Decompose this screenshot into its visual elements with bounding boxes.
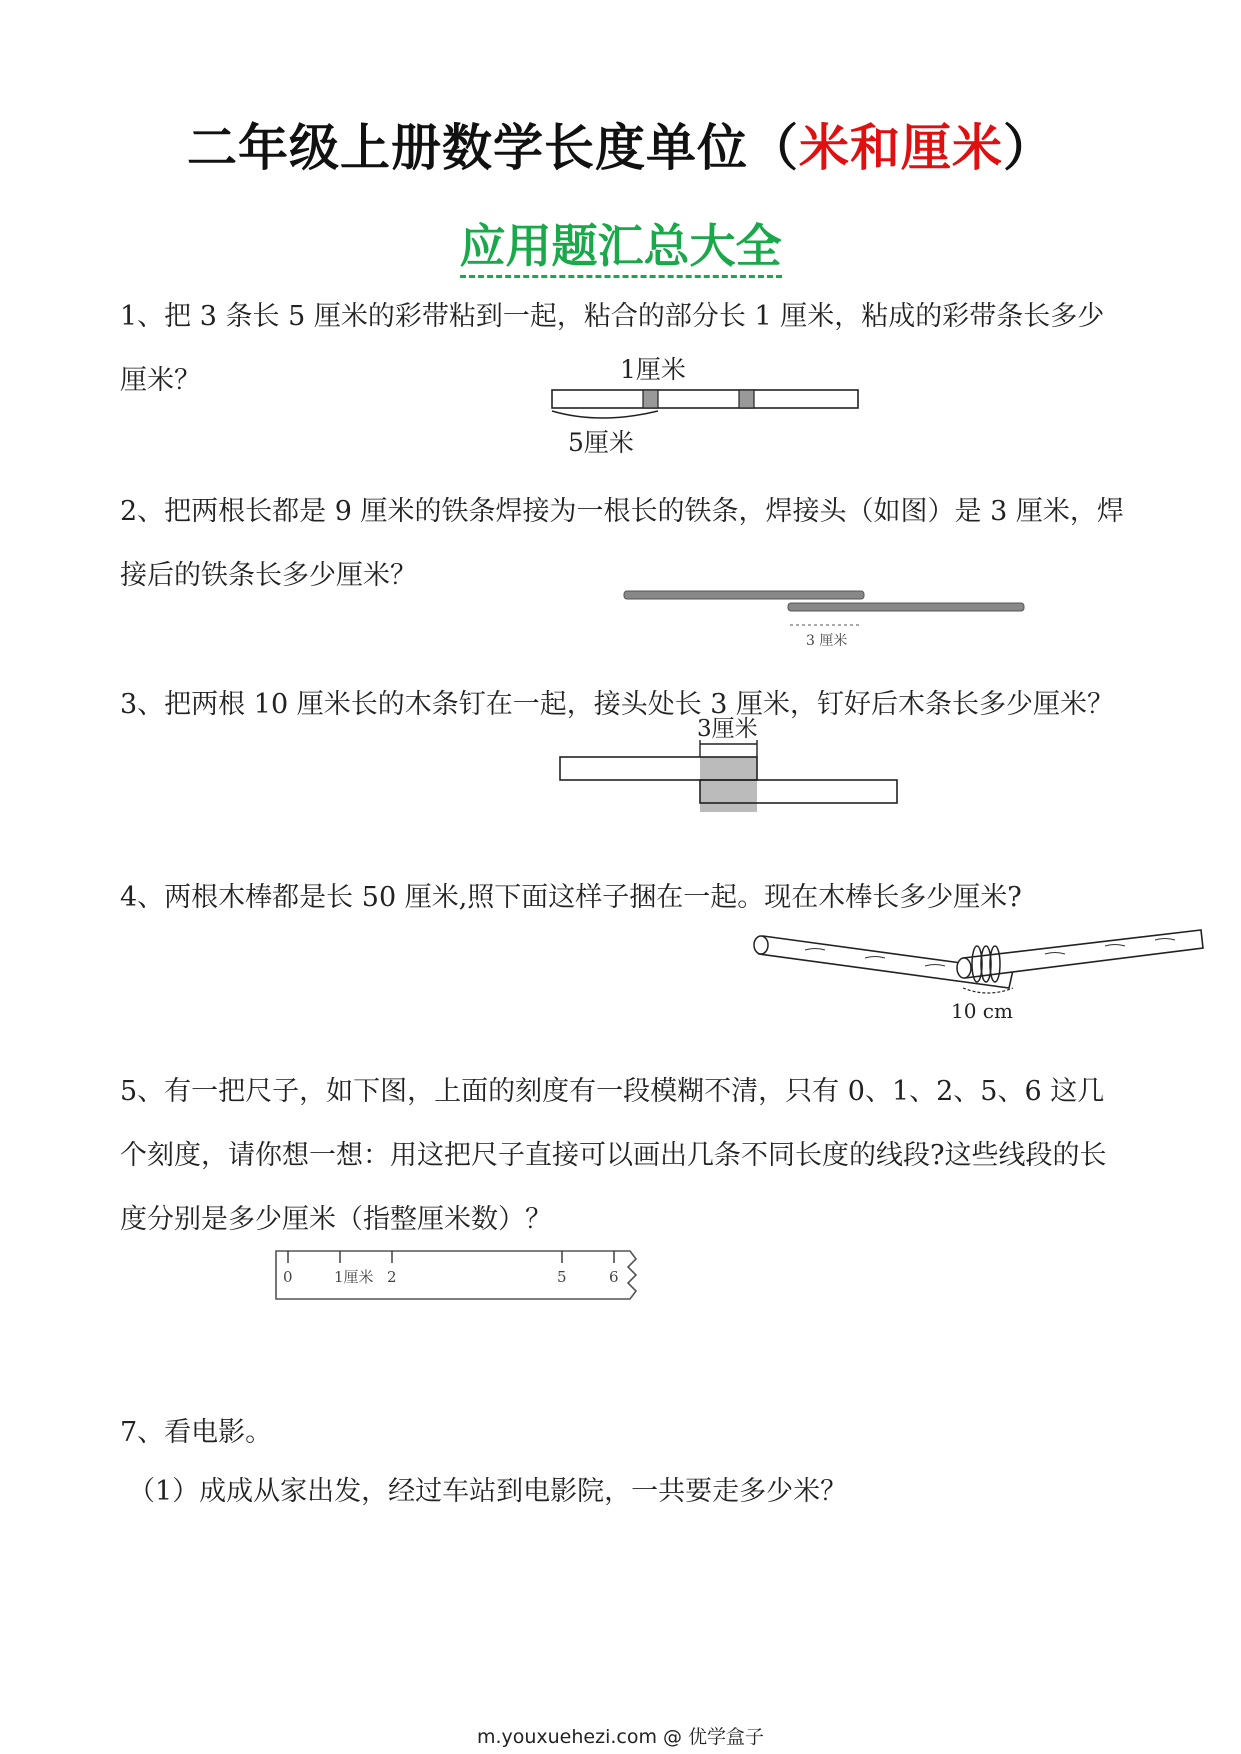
q1-bottom-label: 5厘米 [568, 428, 634, 457]
question-2-figure [620, 585, 1030, 650]
stick-2-end [957, 958, 971, 978]
title-main: 二年级上册数学长度单位（ [187, 119, 799, 177]
question-1-figure [540, 345, 870, 465]
q3-label: 3厘米 [697, 716, 758, 742]
ruler-body [276, 1251, 636, 1299]
overlap-segment-1 [643, 390, 658, 408]
question-3-figure [555, 712, 905, 812]
q4-dimension [963, 988, 1013, 993]
ribbon-strip [552, 390, 858, 408]
question-1-text: 1、把 3 条长 5 厘米的彩带粘到一起，粘合的部分长 1 厘米，粘成的彩带条长多少厘米？ [120, 301, 1105, 396]
question-4-figure [745, 918, 1205, 1023]
q2-label: 3 厘米 [806, 633, 848, 649]
question-2-text: 2、把两根长都是 9 厘米的铁条焊接为一根长的铁条，焊接头（如图）是 3 厘米，焊接后的铁条长多少厘米？ [120, 496, 1124, 591]
ruler-mark-1: 1厘米 [334, 1268, 374, 1286]
footer-watermark: m.youxuehezi.com @ 优学盒子 [476, 1726, 765, 1748]
question-7-sub-1: （1）成成从家出发，经过车站到电影院，一共要走多少米？ [128, 1476, 848, 1507]
q1-top-label: 1厘米 [620, 355, 686, 384]
overlap-segment-2 [739, 390, 754, 408]
question-5-text: 5、有一把尺子，如下图，上面的刻度有一段模糊不清，只有 0、1、2、5、6 这几个刻度，请你想一想：用这把尺子直接可以画出几条不同长度的线段?这些线段的长度分别是多少厘米（指整厘米数）？ [120, 1076, 1107, 1235]
question-4-text: 4、两根木棒都是长 50 厘米,照下面这样子捆在一起。现在木棒长多少厘米? [120, 882, 1022, 913]
iron-bar-1 [624, 591, 864, 599]
title-close: ） [1003, 119, 1054, 177]
page-title [0, 108, 1241, 180]
page-subtitle: 应用题汇总大全 [0, 210, 1241, 276]
ruler-mark-5: 5 [557, 1268, 567, 1286]
title-highlight: 米和厘米 [799, 119, 1003, 177]
stick-1-end [754, 936, 768, 954]
iron-bar-2 [788, 603, 1024, 611]
ruler-mark-0: 0 [283, 1268, 293, 1286]
ruler-figure [270, 1245, 645, 1305]
ruler-mark-2: 2 [387, 1268, 397, 1286]
question-7-text: 7、看电影。 [120, 1417, 273, 1448]
q1-brace [552, 411, 658, 418]
q4-label: 10 cm [951, 999, 1013, 1023]
ruler-mark-6: 6 [609, 1268, 619, 1286]
question-3-text: 3、把两根 10 厘米长的木条钉在一起，接头处长 3 厘米，钉好后木条长多少厘米？ [120, 689, 1115, 720]
